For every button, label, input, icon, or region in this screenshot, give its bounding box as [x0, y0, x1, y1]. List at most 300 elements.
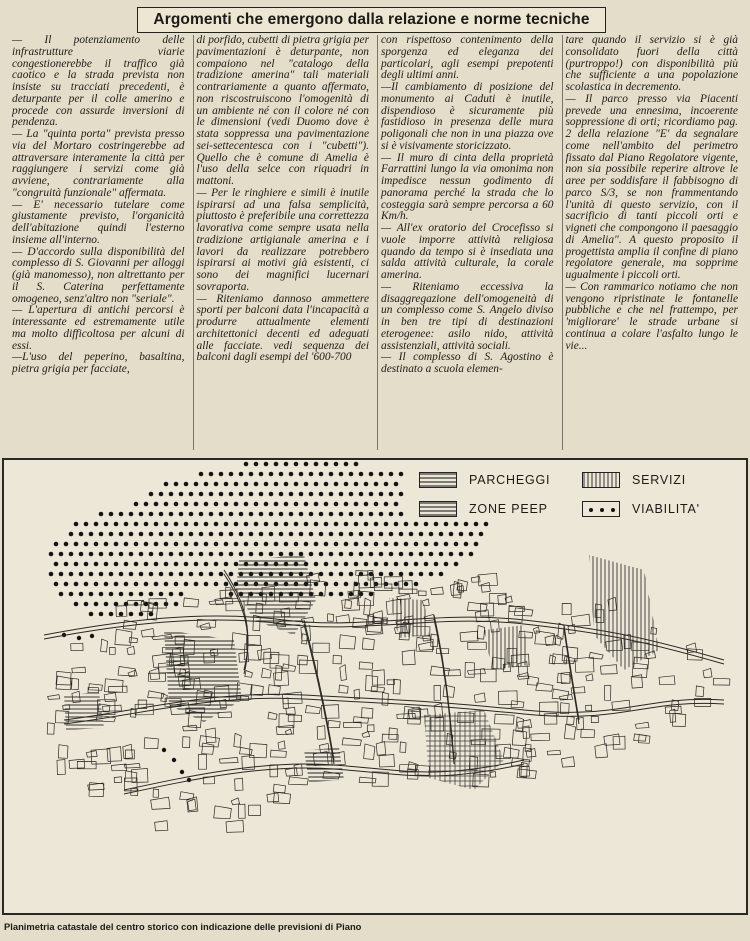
road-dot	[89, 532, 94, 537]
road-dot	[214, 522, 219, 527]
road-dot	[74, 542, 79, 547]
road-dot	[454, 542, 459, 547]
road-dot	[409, 532, 414, 537]
article-paragraph: tare quando il servizio si è già consolidato fuori della città (purtroppo!) con disponibilità più che sufficiente a una popolazione scolastica in decremento.	[565, 35, 738, 93]
parcel	[270, 765, 278, 777]
parcel	[202, 743, 214, 754]
headline-box	[137, 7, 606, 33]
road-dot	[124, 582, 129, 587]
road-dot	[204, 582, 209, 587]
road-dot	[409, 552, 414, 557]
parcel	[547, 750, 560, 755]
parcel	[180, 792, 194, 800]
road-dot	[339, 532, 344, 537]
road-dot	[164, 542, 169, 547]
road-dot	[249, 512, 254, 517]
road-dot	[84, 542, 89, 547]
parcel	[105, 679, 124, 692]
road-dot	[324, 482, 329, 487]
parcel	[109, 686, 128, 692]
road-dot	[304, 502, 309, 507]
road-dot	[84, 602, 89, 607]
article-columns	[9, 35, 742, 450]
legend-zone-peep	[419, 501, 548, 517]
parcel	[317, 726, 325, 740]
parcel	[340, 665, 347, 681]
road-dot	[274, 542, 279, 547]
road-dot	[454, 562, 459, 567]
parcel	[226, 820, 244, 832]
parcel	[576, 717, 583, 729]
road-dot	[229, 492, 234, 497]
road-dot	[289, 532, 294, 537]
road-dot	[249, 532, 254, 537]
road-dot	[104, 562, 109, 567]
road-dot	[354, 522, 359, 527]
road-dot	[239, 492, 244, 497]
road-dot	[334, 582, 339, 587]
road-dot	[314, 562, 319, 567]
road-dot	[172, 758, 176, 762]
road-dot	[464, 522, 469, 527]
road-dot	[179, 552, 184, 557]
parcel	[240, 747, 253, 754]
road-dot	[154, 582, 159, 587]
parcel	[72, 678, 79, 689]
road-dot	[69, 572, 74, 577]
road-dot	[209, 552, 214, 557]
road-dot	[49, 552, 54, 557]
road-dot	[199, 472, 204, 477]
road-dot	[129, 572, 134, 577]
road-dot	[444, 542, 449, 547]
road-dot	[49, 572, 54, 577]
road-dot	[339, 492, 344, 497]
road-dot	[289, 512, 294, 517]
road-dot	[209, 512, 214, 517]
road-dot	[394, 502, 399, 507]
parcel	[418, 591, 426, 596]
road-dot	[394, 542, 399, 547]
parcel	[367, 616, 382, 633]
parcel	[289, 777, 309, 785]
road-dot	[379, 472, 384, 477]
parcel	[673, 713, 686, 726]
road-dot	[104, 602, 109, 607]
parcel	[339, 635, 355, 649]
road-dot	[59, 572, 64, 577]
road-dot	[199, 512, 204, 517]
road-dot	[144, 502, 149, 507]
parcel	[234, 733, 242, 747]
parcel	[141, 629, 154, 638]
road-dot	[244, 542, 249, 547]
road-dot	[344, 522, 349, 527]
parcel	[457, 580, 468, 591]
road-dot	[69, 532, 74, 537]
road-dot	[319, 472, 324, 477]
road-dot	[359, 552, 364, 557]
road-dot	[449, 552, 454, 557]
road-dot	[469, 532, 474, 537]
road-dot	[414, 522, 419, 527]
parcel	[362, 638, 374, 650]
road-dot	[59, 592, 64, 597]
road-dot	[89, 592, 94, 597]
road-dot	[324, 542, 329, 547]
road-dot	[459, 532, 464, 537]
road-dot	[194, 522, 199, 527]
road-dot	[274, 522, 279, 527]
road-dot	[354, 502, 359, 507]
parcel	[209, 600, 223, 605]
road-dot	[439, 552, 444, 557]
road-dot	[169, 592, 174, 597]
road-dot	[149, 552, 154, 557]
parcel	[659, 676, 675, 685]
parcel	[531, 733, 550, 740]
road-dot	[174, 582, 179, 587]
parcel	[638, 735, 650, 744]
parcel	[294, 764, 302, 776]
parcel	[72, 667, 86, 673]
road-dot	[189, 532, 194, 537]
road-dot	[369, 552, 374, 557]
road-dot	[154, 502, 159, 507]
road-dot	[154, 522, 159, 527]
parcel	[402, 650, 415, 665]
parcel	[333, 655, 342, 664]
parcel	[127, 646, 135, 654]
parcel	[490, 772, 496, 778]
road-dot	[99, 512, 104, 517]
road-dot	[454, 522, 459, 527]
road-dot	[134, 522, 139, 527]
road-dot	[254, 482, 259, 487]
road-dot	[90, 634, 94, 638]
parcel	[436, 648, 448, 654]
road-dot	[309, 512, 314, 517]
parcel	[545, 635, 556, 646]
road-dot	[229, 532, 234, 537]
road-dot	[269, 532, 274, 537]
road-dot	[254, 542, 259, 547]
road-dot	[379, 552, 384, 557]
road-dot	[129, 532, 134, 537]
road-dot	[249, 552, 254, 557]
article-paragraph: con rispettoso contenimento della sporgenza ed eleganza dei particolari, agli esempi prepotenti degli ultimi anni.	[381, 35, 554, 82]
road-dot	[64, 582, 69, 587]
parcel	[364, 744, 375, 760]
road-dot	[99, 552, 104, 557]
article-paragraph: — L'apertura di antichi percorsi è interessante ed estremamente utile ma molto difficoltosa per alcuni di essi.	[12, 304, 185, 352]
legend-swatch-parcheggi	[419, 472, 457, 488]
road-dot	[279, 492, 284, 497]
legend-swatch-viabilita	[582, 501, 620, 517]
road-dot	[284, 542, 289, 547]
road-dot	[119, 552, 124, 557]
road-dot	[94, 542, 99, 547]
road-dot	[159, 512, 164, 517]
parcel	[144, 738, 158, 749]
road-dot	[129, 592, 134, 597]
parcel	[200, 623, 211, 630]
road-dot	[174, 522, 179, 527]
road-dot	[259, 532, 264, 537]
parcel	[557, 673, 571, 683]
parcel	[267, 793, 279, 802]
parcel	[124, 763, 140, 768]
road-dot	[114, 582, 119, 587]
road-dot	[384, 482, 389, 487]
road-dot	[169, 572, 174, 577]
parcel	[188, 799, 197, 811]
road-dot	[399, 572, 404, 577]
road-dot	[299, 472, 304, 477]
road-dot	[334, 542, 339, 547]
road-dot	[239, 512, 244, 517]
parcel	[376, 742, 386, 756]
street-line	[564, 629, 579, 724]
road-dot	[179, 512, 184, 517]
road-dot	[109, 552, 114, 557]
parcel	[270, 750, 286, 757]
road-dot	[329, 572, 334, 577]
road-dot	[434, 562, 439, 567]
parcel	[703, 668, 712, 677]
parcel	[544, 713, 557, 724]
road-dot	[274, 502, 279, 507]
road-dot	[404, 582, 409, 587]
parcel	[155, 821, 168, 831]
road-dot	[219, 512, 224, 517]
road-dot	[264, 542, 269, 547]
road-dot	[364, 522, 369, 527]
road-dot	[144, 582, 149, 587]
road-dot	[399, 552, 404, 557]
road-dot	[99, 592, 104, 597]
road-dot	[94, 602, 99, 607]
parcel	[443, 670, 460, 676]
road-dot	[239, 472, 244, 477]
road-dot	[294, 522, 299, 527]
road-dot	[324, 522, 329, 527]
road-dot	[149, 532, 154, 537]
road-dot	[189, 492, 194, 497]
road-dot	[354, 542, 359, 547]
road-dot	[169, 532, 174, 537]
road-dot	[214, 562, 219, 567]
article-paragraph: — Il potenziamento delle infrastrutture viarie congestionerebbe il traffico già caotico e la strada prevista non insiste su tracciati precedenti, è deturpante per il colle amerino e procede con assurde inversioni di pendenza.	[12, 35, 185, 129]
road-dot	[219, 492, 224, 497]
parcel	[285, 729, 291, 735]
road-dot	[344, 562, 349, 567]
road-dot	[389, 512, 394, 517]
road-dot	[184, 562, 189, 567]
road-dot	[389, 572, 394, 577]
parcel	[327, 614, 333, 622]
road-dot	[369, 472, 374, 477]
road-dot	[189, 572, 194, 577]
road-dot	[224, 562, 229, 567]
parcel	[336, 615, 350, 623]
parcel	[283, 698, 289, 709]
road-dot	[194, 502, 199, 507]
road-dot	[414, 562, 419, 567]
road-dot	[349, 492, 354, 497]
road-dot	[359, 532, 364, 537]
parcel	[534, 627, 540, 633]
road-dot	[79, 532, 84, 537]
road-dot	[244, 462, 249, 467]
road-dot	[339, 472, 344, 477]
road-dot	[404, 542, 409, 547]
road-dot	[64, 562, 69, 567]
road-dot	[319, 572, 324, 577]
road-dot	[239, 532, 244, 537]
road-dot	[194, 562, 199, 567]
legend-label-servizi: SERVIZI	[632, 473, 686, 487]
article-column-2	[193, 35, 374, 450]
road-dot	[109, 612, 114, 617]
road-dot	[399, 472, 404, 477]
road-dot	[59, 552, 64, 557]
road-dot	[174, 562, 179, 567]
parcel	[89, 684, 103, 691]
parcel	[367, 725, 374, 732]
road-dot	[244, 482, 249, 487]
road-dot	[74, 602, 79, 607]
road-dot	[334, 562, 339, 567]
article-column-4	[562, 35, 743, 450]
road-dot	[424, 542, 429, 547]
article-paragraph: — D'accordo sulla disponibilità del complesso di S. Giovanni per alloggi (già manomesso), non altrettanto per il S. Caterina perfettamente omogeneo, senz'altro non "seriale".	[12, 245, 185, 305]
parcel	[635, 722, 649, 728]
parcel	[536, 683, 553, 691]
road-dot	[144, 562, 149, 567]
road-dot	[309, 492, 314, 497]
parcel	[359, 662, 373, 669]
road-dot	[374, 502, 379, 507]
parcel	[231, 798, 239, 805]
road-dot	[349, 472, 354, 477]
road-dot	[434, 542, 439, 547]
road-dot	[254, 462, 259, 467]
road-dot	[399, 492, 404, 497]
parcel	[288, 715, 302, 721]
road-dot	[74, 562, 79, 567]
road-dot	[134, 542, 139, 547]
road-dot	[169, 492, 174, 497]
parcel	[150, 668, 160, 680]
road-dot	[174, 542, 179, 547]
road-dot	[379, 572, 384, 577]
road-dot	[344, 502, 349, 507]
road-dot	[174, 602, 179, 607]
road-dot	[119, 612, 124, 617]
road-dot	[144, 542, 149, 547]
road-dot	[349, 572, 354, 577]
parcel	[131, 768, 148, 782]
road-dot	[139, 532, 144, 537]
road-dot	[349, 592, 354, 597]
parcel	[245, 671, 253, 678]
road-dot	[439, 572, 444, 577]
road-dot	[384, 522, 389, 527]
parcel	[362, 731, 370, 737]
road-dot	[394, 522, 399, 527]
parcel	[103, 705, 122, 711]
road-dot	[304, 482, 309, 487]
road-dot	[319, 532, 324, 537]
road-dot	[139, 612, 144, 617]
road-dot	[104, 582, 109, 587]
parcel	[389, 728, 398, 740]
road-dot	[219, 472, 224, 477]
parcel	[434, 685, 440, 700]
road-dot	[134, 502, 139, 507]
road-dot	[384, 562, 389, 567]
road-dot	[94, 582, 99, 587]
parcel	[258, 648, 272, 659]
road-dot	[319, 492, 324, 497]
article-paragraph: — Riteniamo eccessiva la disaggregazione dell'omogeneità di un complesso come S. Angelo diviso in ben tre tipi di destinazioni eterogenee: asilo nido, attività assistenziali, attività sociali.	[381, 280, 554, 352]
road-dot	[109, 572, 114, 577]
road-dot	[384, 502, 389, 507]
road-dot	[139, 512, 144, 517]
parcel	[600, 665, 617, 675]
road-dot	[179, 492, 184, 497]
road-dot	[159, 552, 164, 557]
road-dot	[304, 522, 309, 527]
road-dot	[379, 492, 384, 497]
road-dot	[194, 542, 199, 547]
road-dot	[309, 532, 314, 537]
parcel	[372, 670, 385, 685]
road-dot	[359, 492, 364, 497]
road-dot	[114, 562, 119, 567]
road-dot	[329, 552, 334, 557]
road-dot	[364, 542, 369, 547]
road-dot	[364, 562, 369, 567]
road-dot	[180, 770, 184, 774]
road-dot	[339, 592, 344, 597]
parcel	[71, 643, 83, 651]
road-dot	[299, 532, 304, 537]
road-dot	[89, 572, 94, 577]
road-dot	[79, 572, 84, 577]
road-dot	[354, 562, 359, 567]
road-dot	[74, 522, 79, 527]
road-dot	[384, 542, 389, 547]
parcel	[86, 751, 97, 758]
legend-viabilita	[582, 501, 700, 517]
road-dot	[104, 542, 109, 547]
road-dot	[219, 552, 224, 557]
road-dot	[99, 532, 104, 537]
road-dot	[119, 572, 124, 577]
parcel	[562, 757, 575, 767]
road-dot	[399, 532, 404, 537]
road-dot	[344, 462, 349, 467]
road-dot	[149, 512, 154, 517]
road-dot	[224, 522, 229, 527]
parcel	[430, 666, 449, 676]
zone-peep-area	[424, 710, 504, 790]
road-dot	[229, 572, 234, 577]
parcel	[58, 745, 68, 759]
road-dot	[339, 572, 344, 577]
